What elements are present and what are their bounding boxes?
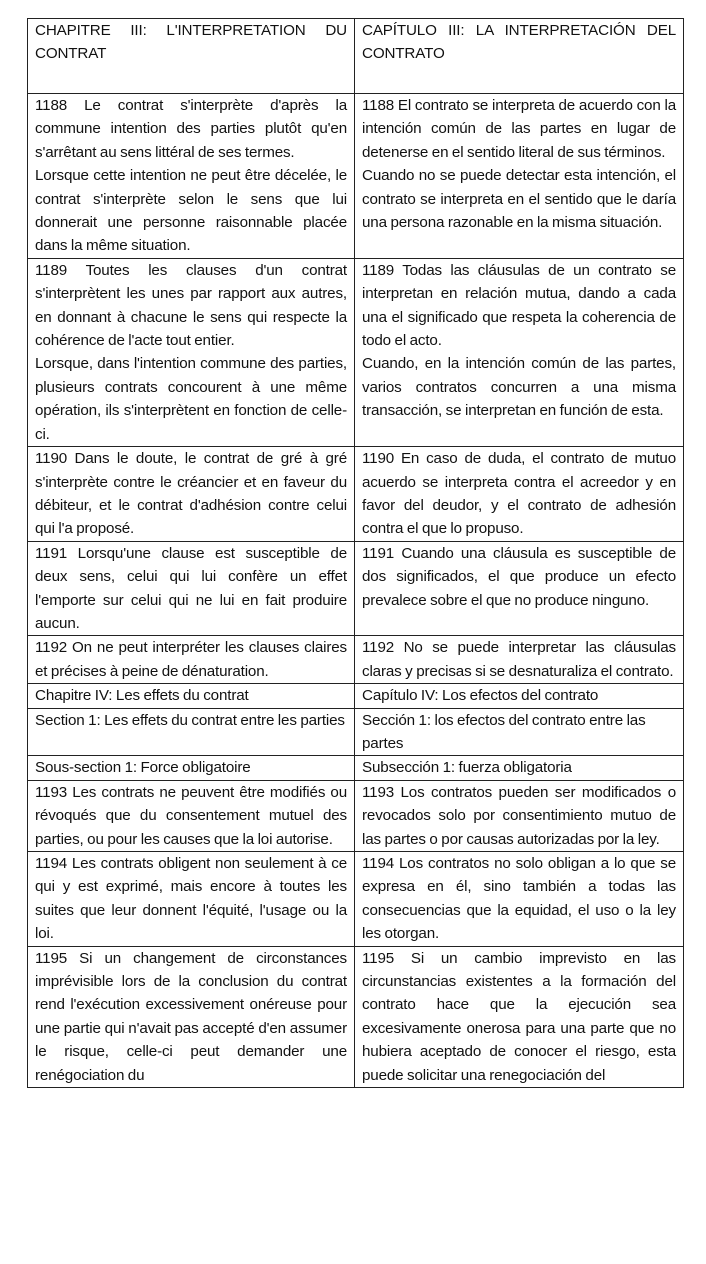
- table-row-article-1191: [28, 541, 684, 636]
- french-paragraph: 1188 Le contrat s'interprète d'après la commune intention des parties plutôt qu'en s'arrêtant au sens littéral de ses termes.: [35, 97, 347, 161]
- spanish-cell: [355, 541, 684, 636]
- french-paragraph: 1193 Les contrats ne peuvent être modifiés ou révoqués que du consentement mutuel des parties, ou pour les causes que la loi autorise.: [35, 783, 347, 848]
- spanish-paragraph: Capítulo IV: Los efectos del contrato: [362, 687, 599, 705]
- table-row-article-1195: [28, 946, 684, 1087]
- spanish-cell: [355, 258, 684, 446]
- table-row-article-1192: [28, 636, 684, 684]
- spanish-paragraph: 1189 Todas las cláusulas de un contrato se interpretan en relación mutua, dando a cada una el significado que respeta la coherencia de todo el acto.: [362, 261, 676, 350]
- table-row-article-1190: [28, 447, 684, 542]
- spanish-paragraph: Cuando no se puede detectar esta intención, el contrato se interpreta en el sentido que le daría una persona razonable en la misma situación.: [362, 167, 676, 232]
- table-row-article-1188: [28, 94, 684, 259]
- table-row-article-1194: [28, 852, 684, 947]
- spanish-paragraph: 1194 Los contratos no solo obligan a lo que se expresa en él, sino también a todas las consecuencias que la equidad, el uso o la ley les otorgan.: [362, 855, 676, 943]
- table-row-section-1-heading: [28, 708, 684, 756]
- french-cell: [28, 541, 355, 636]
- french-paragraph: 1195 Si un changement de circonstances imprévisible lors de la conclusion du contrat rend l'exécution excessivement onéreuse pour une partie qui n'avait pas accepté d'en assumer le risque, celle-ci peut demander une renégociation du: [35, 949, 347, 1084]
- french-paragraph: 1194 Les contrats obligent non seulement à ce qui y est exprimé, mais encore à toutes les suites que leur donnent l'équité, l'usage ou la loi.: [35, 855, 347, 943]
- french-cell: [28, 780, 355, 851]
- spanish-cell: [355, 852, 684, 947]
- spanish-paragraph: 1188 El contrato se interpreta de acuerdo con la intención común de las partes en lugar de detenerse en el sentido literal de sus términos.: [362, 97, 676, 161]
- spanish-cell: [355, 636, 684, 684]
- spanish-cell: [355, 94, 684, 259]
- spanish-cell: [355, 708, 684, 756]
- french-cell: [28, 447, 355, 542]
- french-cell: [28, 684, 355, 708]
- spanish-cell: [355, 780, 684, 851]
- table-row-chapter-4-heading: [28, 684, 684, 708]
- spanish-paragraph: 1192 No se puede interpretar las cláusulas claras y precisas si se desnaturaliza el contrato.: [362, 639, 676, 680]
- bilingual-article-table: [27, 18, 684, 1088]
- french-paragraph: 1192 On ne peut interpréter les clauses claires et précises à peine de dénaturation.: [35, 639, 347, 680]
- french-cell: [28, 19, 355, 94]
- table-row-chapter-3-heading: [28, 19, 684, 94]
- table-row-article-1189: [28, 258, 684, 446]
- spanish-cell: [355, 684, 684, 708]
- spanish-paragraph: Cuando, en la intención común de las partes, varios contratos concurren a una misma transacción, se interpretan en función de esta.: [362, 355, 676, 420]
- french-cell: [28, 708, 355, 756]
- french-cell: [28, 852, 355, 947]
- spanish-paragraph: 1195 Si un cambio imprevisto en las circunstancias existentes a la formación del contrato hace que la ejecución sea excesivamente onerosa para una parte que no hubiera aceptado de conocer el riesgo, esta puede solicitar una renegociación del: [362, 949, 676, 1084]
- table-row-subsection-1-heading: [28, 756, 684, 780]
- french-paragraph: Sous-section 1: Force obligatoire: [35, 759, 251, 777]
- french-paragraph: Chapitre IV: Les effets du contrat: [35, 687, 249, 705]
- spanish-cell: [355, 19, 684, 94]
- french-paragraph: 1189 Toutes les clauses d'un contrat s'interprètent les unes par rapport aux autres, en donnant à chacune le sens qui respecte la cohérence de l'acte tout entier.: [35, 261, 347, 350]
- french-paragraph: Lorsque cette intention ne peut être décelée, le contrat s'interprète selon le sens que lui donnerait une personne raisonnable placée dans la même situation.: [35, 167, 347, 255]
- spanish-paragraph: Sección 1: los efectos del contrato entre las partes: [362, 711, 646, 752]
- spanish-paragraph: Subsección 1: fuerza obligatoria: [362, 759, 572, 777]
- spanish-paragraph: 1190 En caso de duda, el contrato de mutuo acuerdo se interpreta contra el acreedor y en favor del deudor, y el contrato de adhesión contra el que lo propuso.: [362, 450, 676, 538]
- french-cell: [28, 636, 355, 684]
- french-cell: [28, 946, 355, 1087]
- french-cell: [28, 258, 355, 446]
- spanish-cell: [355, 447, 684, 542]
- french-paragraph: CHAPITRE III: L'INTERPRETATION DU CONTRAT: [35, 22, 347, 63]
- spanish-paragraph: 1191 Cuando una cláusula es susceptible de dos significados, el que produce un efecto prevalece sobre el que no produce ninguno.: [362, 544, 676, 609]
- french-paragraph: 1190 Dans le doute, le contrat de gré à gré s'interprète contre le créancier et en faveur du débiteur, et le contrat d'adhésion contre celui qui l'a proposé.: [35, 450, 347, 538]
- spanish-cell: [355, 756, 684, 780]
- spanish-paragraph: CAPÍTULO III: LA INTERPRETACIÓN DEL CONTRATO: [362, 22, 676, 63]
- french-paragraph: 1191 Lorsqu'une clause est susceptible de deux sens, celui qui lui confère un effet l'emporte sur celui qui ne lui en fait produire aucun.: [35, 544, 347, 632]
- spanish-cell: [355, 946, 684, 1087]
- french-paragraph: Lorsque, dans l'intention commune des parties, plusieurs contrats concourent à une même opération, ils s'interprètent en fonction de celle-ci.: [35, 355, 347, 443]
- table-row-article-1193: [28, 780, 684, 851]
- french-cell: [28, 756, 355, 780]
- french-cell: [28, 94, 355, 259]
- french-paragraph: Section 1: Les effets du contrat entre les parties: [35, 711, 345, 729]
- spanish-paragraph: 1193 Los contratos pueden ser modificados o revocados solo por consentimiento mutuo de las partes o por causas autorizadas por la ley.: [362, 783, 676, 848]
